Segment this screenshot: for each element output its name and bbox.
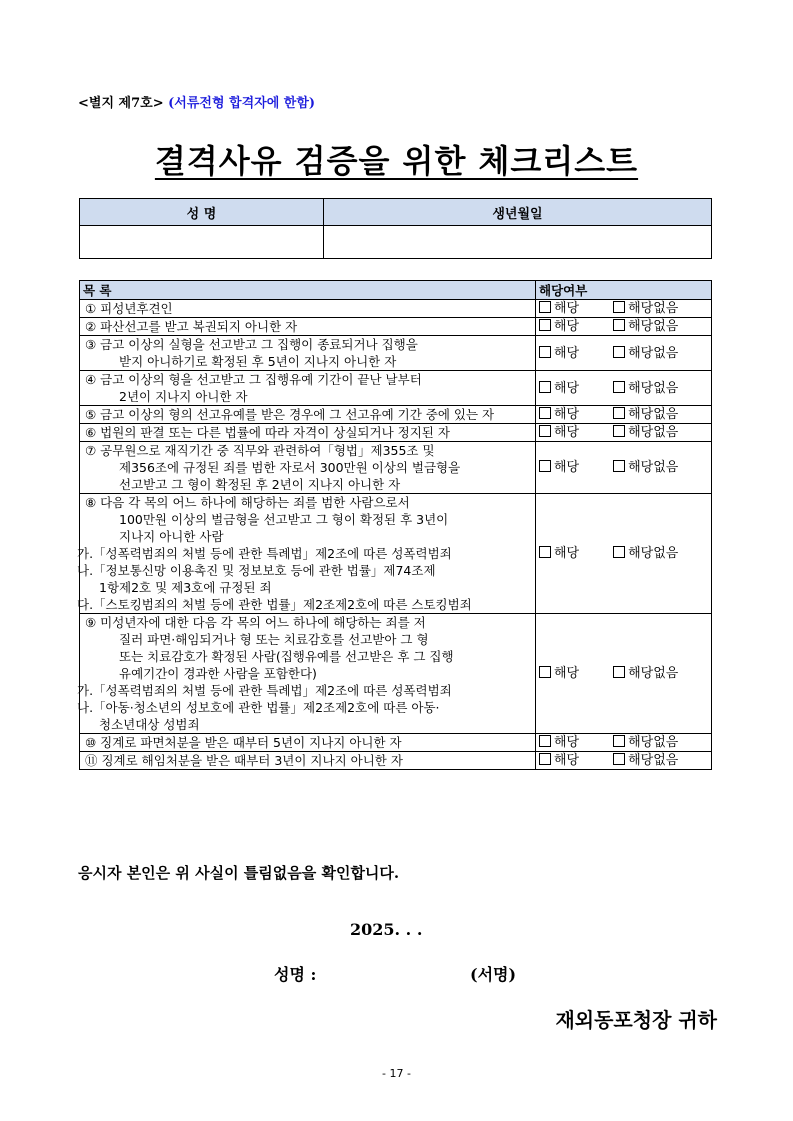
checkbox-icon[interactable] [613,407,625,419]
checklist-row [80,424,712,442]
checklist-row [80,442,712,494]
recipient: 재외동포청장 귀하 [555,1008,717,1032]
item-subline: 청소년대상 성범죄 [99,717,200,732]
checkbox-icon[interactable] [613,735,625,747]
checkbox-label: 해당없음 [628,753,679,768]
item-line: ⑧ 다음 각 목의 어느 하나에 해당하는 죄를 범한 사람으로서 [85,495,410,510]
item-line: ④ 금고 이상의 형을 선고받고 그 집행유예 기간이 끝난 날부터 [85,372,422,387]
item-line: ⑤ 금고 이상의 형의 선고유예를 받은 경우에 그 선고유예 기간 중에 있는 자 [85,407,495,422]
checkbox-applicable[interactable] [539,380,579,397]
item-subline: 1항제2호 및 제3호에 규정된 죄 [99,580,272,595]
item-line: 받지 아니하기로 확정된 후 5년이 지나지 아니한 자 [119,354,397,369]
checkbox-icon[interactable] [613,425,625,437]
checkbox-icon[interactable] [613,381,625,393]
checkbox-icon[interactable] [539,381,551,393]
checkbox-label: 해당 [554,460,580,475]
checkbox-applicable[interactable] [539,665,579,682]
checkbox-not-applicable[interactable] [613,752,678,769]
checkbox-applicable[interactable] [539,406,579,423]
item-subline: 가.「성폭력범죄의 처벌 등에 관한 특례법」제2조에 따른 성폭력범죄 [77,546,452,561]
checkbox-icon[interactable] [539,735,551,747]
checklist-item-text [77,614,536,734]
checkbox-label: 해당 [554,380,580,396]
item-line: ③ 금고 이상의 실형을 선고받고 그 집행이 종료되거나 집행을 [85,337,418,352]
item-line: ② 파산선고를 받고 복권되지 아니한 자 [85,319,298,334]
signature-note: (서명) [470,965,517,984]
checkbox-label: 해당 [554,319,580,334]
checkbox-not-applicable[interactable] [613,665,678,682]
applicable-options [536,371,712,406]
applicable-options [536,336,712,371]
checkbox-not-applicable[interactable] [613,406,678,423]
checkbox-label: 해당없음 [628,425,679,440]
checkbox-label: 해당없음 [628,301,679,316]
applicable-options [536,614,712,734]
name-field[interactable] [80,226,324,259]
applicant-info-table [79,198,712,259]
checkbox-icon[interactable] [539,346,551,358]
checklist-row [80,752,712,770]
checklist-item-text [80,318,536,336]
checkbox-icon[interactable] [539,666,551,678]
applicable-options [536,734,712,752]
checkbox-label: 해당 [554,345,580,361]
checkbox-label: 해당 [554,301,580,316]
checkbox-not-applicable[interactable] [613,380,678,397]
item-line: 선고받고 그 형이 확정된 후 2년이 지나지 아니한 자 [119,477,401,492]
checkbox-applicable[interactable] [539,459,579,476]
checkbox-icon[interactable] [613,301,625,313]
checkbox-label: 해당없음 [628,319,679,334]
checkbox-icon[interactable] [613,546,625,558]
item-subline: 다.「스토킹범죄의 처벌 등에 관한 법률」제2조제2호에 따른 스토킹범죄 [77,597,472,612]
item-line: 2년이 지나지 아니한 자 [119,389,248,404]
checkbox-not-applicable[interactable] [613,300,678,317]
checkbox-icon[interactable] [539,546,551,558]
checkbox-icon[interactable] [613,346,625,358]
checklist-item-text [77,494,536,614]
checkbox-not-applicable[interactable] [613,424,678,441]
checkbox-label: 해당없음 [628,735,679,750]
checkbox-applicable[interactable] [539,734,579,751]
applicable-options [536,318,712,336]
checkbox-applicable[interactable] [539,424,579,441]
checkbox-icon[interactable] [613,319,625,331]
checklist-item-text [80,424,536,442]
form-header [78,92,315,111]
checkbox-not-applicable[interactable] [613,459,678,476]
checklist-row [80,494,712,614]
form-note: (서류전형 합격자에 한함) [168,96,316,111]
checkbox-applicable[interactable] [539,345,579,362]
checklist-item-text [80,442,536,494]
birth-field[interactable] [324,226,712,259]
applicable-options [536,300,712,318]
checkbox-label: 해당없음 [628,666,679,681]
checkbox-icon[interactable] [539,460,551,472]
applicable-options [536,406,712,424]
checkbox-label: 해당 [554,407,580,422]
item-line: 100만원 이상의 벌금형을 선고받고 그 형이 확정된 후 3년이 [119,512,449,527]
item-line: ⑪ 징계로 해임처분을 받은 때부터 3년이 지나지 아니한 자 [85,753,403,768]
checkbox-applicable[interactable] [539,752,579,769]
checkbox-icon[interactable] [539,425,551,437]
checklist-item-text [80,371,536,406]
item-subline: 나.「아동·청소년의 성보호에 관한 법률」제2조제2호에 따른 아동· [77,700,440,715]
checklist-row [80,614,712,734]
checkbox-not-applicable[interactable] [613,734,678,751]
checkbox-label: 해당 [554,546,580,561]
applicable-column-header: 해당여부 [536,281,712,300]
checkbox-label: 해당 [554,753,580,768]
signature-line [274,962,517,985]
checkbox-label: 해당없음 [628,407,679,422]
checklist-row [80,318,712,336]
item-line: 유예기간이 경과한 사람을 포함한다) [119,666,317,681]
checkbox-not-applicable[interactable] [613,345,678,362]
item-line: 제356조에 규정된 죄를 범한 자로서 300만원 이상의 벌금형을 [119,460,461,475]
form-number: <별지 제7호> [78,96,164,111]
item-line: ⑨ 미성년자에 대한 다음 각 목의 어느 하나에 해당하는 죄를 저 [85,615,426,630]
item-line: ① 피성년후견인 [85,301,173,316]
checklist-item-text [80,300,536,318]
checkbox-icon[interactable] [539,407,551,419]
checklist-item-text [80,336,536,371]
checkbox-label: 해당 [554,666,580,681]
item-line: ⑩ 징계로 파면처분을 받은 때부터 5년이 지나지 아니한 자 [85,735,402,750]
checkbox-icon[interactable] [539,319,551,331]
name-header: 성 명 [80,199,324,226]
checkbox-icon[interactable] [613,666,625,678]
checkbox-label: 해당없음 [628,460,679,475]
checklist-item-text [80,406,536,424]
checkbox-icon[interactable] [539,753,551,765]
checklist-item-text [80,752,536,770]
checklist-row [80,336,712,371]
item-subline: 나.「정보통신망 이용촉진 및 정보보호 등에 관한 법률」제74조제 [77,563,436,578]
item-line: 지나지 아니한 사람 [119,529,224,544]
item-line: 또는 치료감호가 확정된 사람(집행유예를 선고받은 후 그 집행 [119,649,454,664]
birth-header: 생년월일 [324,199,712,226]
checklist-row [80,734,712,752]
checklist-row [80,300,712,318]
page-number: - 17 - [382,1067,411,1080]
checklist-row [80,406,712,424]
checklist-row [80,371,712,406]
checkbox-not-applicable[interactable] [613,545,678,562]
signature-label: 성명 : [274,965,317,984]
confirmation-statement: 응시자 본인은 위 사실이 틀림없음을 확인합니다. [78,864,400,882]
item-line: ⑥ 법원의 판결 또는 다른 법률에 따라 자격이 상실되거나 정지된 자 [85,425,450,440]
checklist-item-text [80,734,536,752]
item-line: ⑦ 공무원으로 재직기간 중 직무와 관련하여「형법」제355조 및 [85,443,435,458]
checkbox-icon[interactable] [613,460,625,472]
checkbox-icon[interactable] [539,301,551,313]
checkbox-not-applicable[interactable] [613,318,678,335]
checkbox-applicable[interactable] [539,545,579,562]
checkbox-label: 해당없음 [628,546,679,561]
item-line: 질러 파면·해임되거나 형 또는 치료감호를 선고받아 그 형 [119,632,429,647]
applicable-options [536,442,712,494]
checkbox-applicable[interactable] [539,318,579,335]
checkbox-icon[interactable] [613,753,625,765]
checkbox-applicable[interactable] [539,300,579,317]
applicable-options [536,424,712,442]
disqualification-checklist [79,280,712,770]
document-title: 결격사유 검증을 위한 체크리스트 [154,142,639,180]
date-line: 2025. . . [350,920,423,939]
checkbox-label: 해당 [554,735,580,750]
checkbox-label: 해당없음 [628,380,679,396]
item-column-header: 목 록 [80,281,536,300]
applicable-options [536,494,712,614]
checkbox-label: 해당없음 [628,345,679,361]
item-subline: 가.「성폭력범죄의 처벌 등에 관한 특례법」제2조에 따른 성폭력범죄 [77,683,452,698]
checkbox-label: 해당 [554,425,580,440]
applicable-options [536,752,712,770]
